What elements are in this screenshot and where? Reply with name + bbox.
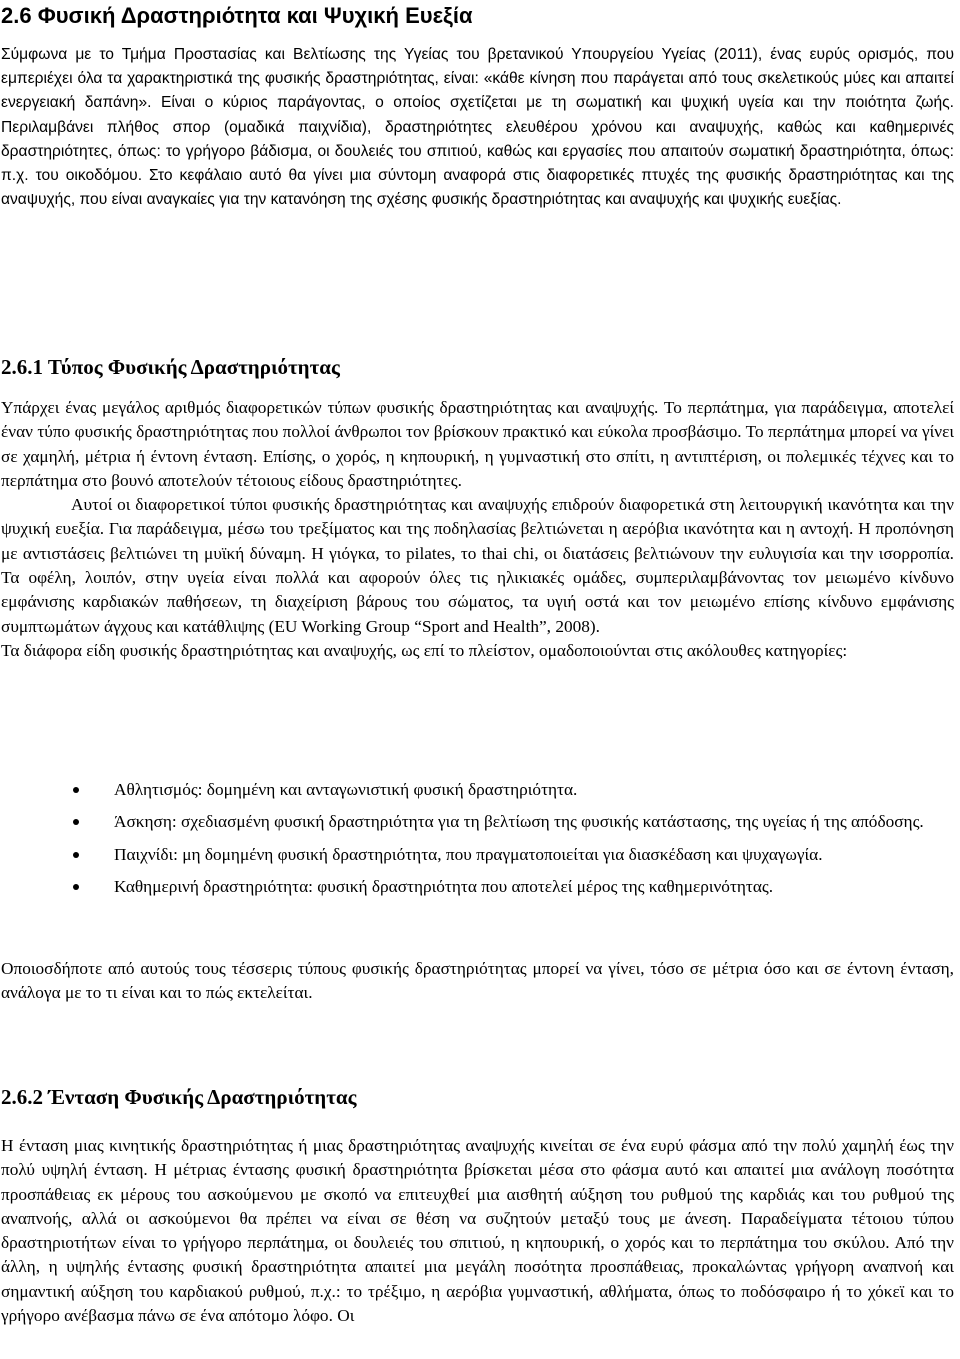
bullet-icon bbox=[73, 852, 79, 858]
subsection-1-body bbox=[1, 396, 954, 663]
subsection-1-paragraph-2: Αυτοί οι διαφορετικοί τύποι φυσικής δραστηριότητας και αναψυχής επιδρούν διαφορετικά στη λειτουργική ικανότητα και την ψυχική ευεξία. Για παράδειγμα, μέσω του τρεξίματος και της ποδηλασίας βελτιώνεται η αερόβια ικανότητα και η αντοχή. Η προπόνηση με αντιστάσεις βελτιώνει τη μυϊκή δύναμη. Η γιόγκα, το pilates, το thai chi, οι διατάσεις βελτιώνουν την ευλυγισία και την ισορροπία. Τα οφέλη, λοιπόν, στην υγεία είναι πολλά και αφορούν όλες τις ηλικιακές ομάδες, συμπεριλαμβάνοντας τον μειωμένο κίνδυνο εμφάνισης καρδιακών παθήσεων, τη διαχείριση βάρους του σώματος, τα υγιή οστά και τον μειωμένο επίσης κίνδυνο εμφάνισης συμπτωμάτων άγχους και κατάθλιψης (EU Working Group “Sport and Health”, 2008). bbox=[1, 495, 954, 636]
subsection-1-paragraph-1: Υπάρχει ένας μεγάλος αριθμός διαφορετικών τύπων φυσικής δραστηριότητας και αναψυχής. Το περπάτημα, για παράδειγμα, αποτελεί έναν τύπο φυσικής δραστηριότητας που πολλοί άνθρωποι τον βρίσκουν πρακτικό και εύκολα προσβάσιμο. Το περπάτημα μπορεί να γίνει σε χαμηλή, μέτρια ή έντονη ένταση. Επίσης, ο χορός, η κηπουρική, η γυμναστική στο σπίτι, η αντιπτέριση, οι πολεμικές τέχνες και το περπάτημα στο βουνό αποτελούν τέτοιους είδους δραστηριότητες. bbox=[1, 398, 954, 490]
subsection-2-title: 2.6.2 Ένταση Φυσικής Δραστηριότητας bbox=[1, 1085, 357, 1109]
subsection-2-paragraph-1: Η ένταση μιας κινητικής δραστηριότητας ή μιας δραστηριότητας αναψυχής κινείται σε ένα ευρύ φάσμα από την πολύ χαμηλή έως την πολύ υψηλή ένταση. Η μέτριας έντασης φυσική δραστηριότητα βρίσκεται μέσα στο φάσμα αυτό και απαιτεί μια ανάλογη ποσότητα προσπάθειας εκ μέρους του ασκούμενου με σκοπό να επιτευχθεί μια αισθητή αύξηση του ρυθμού της καρδιάς και του ρυθμού της αναπνοής, αλλά οι ασκούμενοι θα πρέπει να είναι σε θέση να συζητούν μεταξύ τους με άνεση. Παραδείγματα τέτοιου τύπου δραστηριοτήτων είναι το γρήγορο περπάτημα, οι δουλειές του σπιτιού, η κηπουρική, ο χορός και το περπάτημα του σκύλου. Από την άλλη, η υψηλής έντασης φυσική δραστηριότητα απαιτεί μια μεγάλη ποσότητα προσπάθειας, προκαλώντας γρήγορη αναπνοή και σημαντική αύξηση του καρδιακού ρυθμού, π.χ.: το τρέξιμο, η αερόβια γυμναστική, αθλήματα, όπως το ποδόσφαιρο ή το χόκεϊ και το γρήγορο ανέβασμα πάνω σε ένα απότομο λόφο. Οι bbox=[1, 1136, 954, 1326]
list-item bbox=[1, 843, 954, 867]
section-intro-block bbox=[1, 43, 954, 212]
bullet-icon bbox=[73, 787, 79, 793]
bullet-icon bbox=[73, 819, 79, 825]
subsection-1-title: 2.6.1 Τύπος Φυσικής Δραστηριότητας bbox=[1, 355, 340, 379]
list-item bbox=[1, 875, 954, 899]
bullet-icon bbox=[73, 884, 79, 890]
list-item bbox=[1, 810, 954, 834]
list-item bbox=[1, 778, 954, 802]
section-title: 2.6 Φυσική Δραστηριότητα και Ψυχική Ευεξία bbox=[1, 3, 473, 28]
subsection-1-closing bbox=[1, 957, 954, 1006]
category-list bbox=[1, 778, 954, 899]
list-item-text: Αθλητισμός: δομημένη και ανταγωνιστική φυσική δραστηριότητα. bbox=[114, 780, 578, 799]
category-list-block bbox=[1, 778, 954, 907]
list-item-text: Καθημερινή δραστηριότητα: φυσική δραστηριότητα που αποτελεί μέρος της καθημερινότητας. bbox=[114, 876, 774, 896]
subsection-1-paragraph-4: Οποιοσδήποτε από αυτούς τους τέσσερις τύπους φυσικής δραστηριότητας μπορεί να γίνει, τόσο σε μέτρια όσο και σε έντονη ένταση, ανάλογα με το τι είναι και το πώς εκτελείται. bbox=[1, 959, 954, 1003]
subsection-1-paragraph-3: Τα διάφορα είδη φυσικής δραστηριότητας και αναψυχής, ως επί το πλείστον, ομαδοποιούνται στις ακόλουθες κατηγορίες: bbox=[1, 640, 848, 660]
list-item-text: Παιχνίδι: μη δομημένη φυσική δραστηριότητα, που πραγματοποιείται για διασκέδαση και ψυχαγωγία. bbox=[114, 844, 823, 864]
subsection-2-body bbox=[1, 1134, 954, 1328]
list-item-text: Άσκηση: σχεδιασμένη φυσική δραστηριότητα για τη βελτίωση της φυσικής κατάστασης, της υγείας ή της απόδοσης. bbox=[114, 812, 924, 832]
section-intro-paragraph: Σύμφωνα με το Τμήμα Προστασίας και Βελτίωσης της Υγείας του βρετανικού Υπουργείου Υγείας (2011), ένας ευρύς ορισμός, που εμπεριέχει όλα τα χαρακτηριστικά της φυσικής δραστηριότητας, είναι: «κάθε κίνηση που παράγεται από τους σκελετικούς μύες και απαιτεί ενεργειακή δαπάνη». Είναι ο κύριος παράγοντας, ο οποίος σχετίζεται με τη σωματική και ψυχική υγεία και την ποιότητα ζωής. Περιλαμβάνει πλήθος σπορ (ομαδικά παιχνίδια), δραστηριότητες ελευθέρου χρόνου και αναψυχής, καθώς και καθημερινές δραστηριότητες, όπως: το γρήγορο βάδισμα, οι δουλειές του σπιτιού, καθώς και εργασίες που απαιτούν σωματική δραστηριότητα, όπως: π.χ. του οικοδόμου. Στο κεφάλαιο αυτό θα γίνει μια σύντομη αναφορά στις διαφορετικές πτυχές της φυσικής δραστηριότητας και της αναψυχής, που είναι αναγκαίες για την κατανόηση της σχέσης φυσικής δραστηριότητας και αναψυχής και ψυχικής ευεξίας. bbox=[1, 46, 954, 209]
